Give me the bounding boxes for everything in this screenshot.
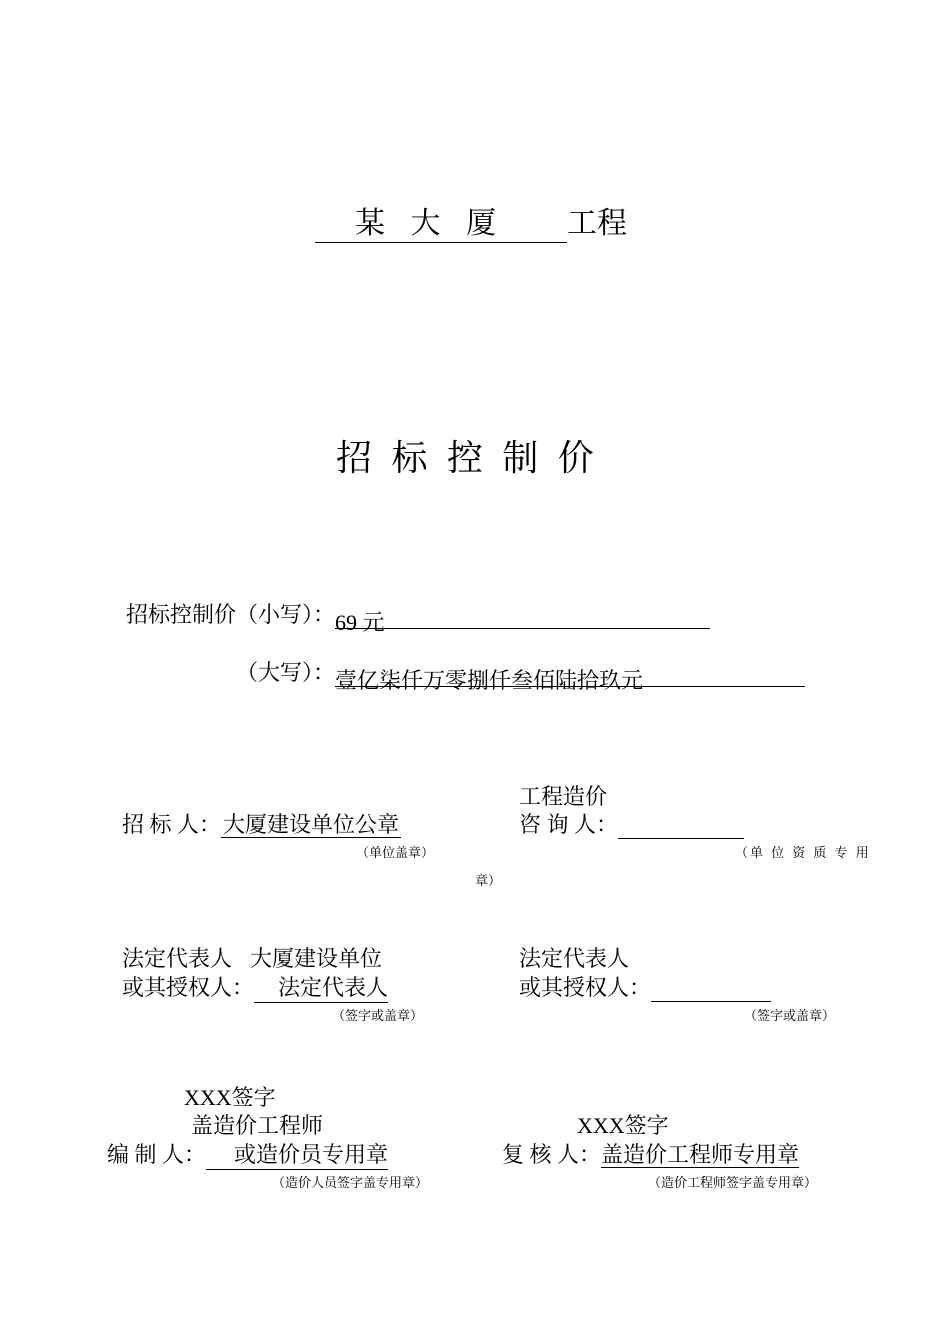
tenderer-note: （单位盖章） xyxy=(356,846,435,861)
reviewer-value: 盖造价工程师专用章 xyxy=(601,1142,800,1167)
price-lower-value: 69 元 xyxy=(335,606,710,629)
project-title xyxy=(315,198,627,243)
compiler-pre-line2: 盖造价工程师 xyxy=(191,1113,324,1138)
price-upper-label: （大写）： xyxy=(236,660,336,685)
price-upper-value: 壹亿柒仟万零捌仟叁佰陆拾玖元 xyxy=(335,664,805,687)
project-name: 某 大 厦 xyxy=(315,198,567,243)
compiler-pre-line1: XXX签字 xyxy=(184,1085,276,1110)
consultant-note-cont: 章） xyxy=(475,874,502,889)
consultant-row xyxy=(519,808,744,839)
reviewer-label: 复 核 人： xyxy=(502,1142,602,1167)
compiler-note: （造价人员签字盖专用章） xyxy=(272,1176,429,1191)
consultant-rep-label-line1: 法定代表人 xyxy=(519,946,630,971)
reviewer-pre-line1: XXX签字 xyxy=(577,1113,669,1138)
document-title: 招 标 控 制 价 xyxy=(336,438,598,479)
price-lower-label: 招标控制价（小写）： xyxy=(126,602,336,627)
tenderer-rep-row xyxy=(122,971,388,1003)
tenderer-rep-label-line1: 法定代表人 xyxy=(122,946,233,971)
consultant-blank xyxy=(618,816,744,839)
reviewer-note: （造价工程师签字盖专用章） xyxy=(648,1176,818,1191)
tenderer-rep-label: 或其授权人： xyxy=(122,975,255,1000)
consultant-label: 咨 询 人： xyxy=(519,812,619,837)
tenderer-row xyxy=(122,808,401,839)
compiler-value: 或造价员专用章 xyxy=(206,1138,388,1170)
price-upper-row xyxy=(236,656,805,693)
tenderer-rep-org: 大厦建设单位 xyxy=(250,946,383,971)
price-lower-row xyxy=(126,598,710,635)
tenderer-rep-line1 xyxy=(122,942,382,973)
consultant-label-line1: 工程造价 xyxy=(519,784,608,809)
tenderer-rep-note: （签字或盖章） xyxy=(332,1009,424,1024)
consultant-rep-row xyxy=(519,971,771,1002)
consultant-rep-note: （签字或盖章） xyxy=(744,1009,836,1024)
tenderer-value: 大厦建设单位公章 xyxy=(223,812,400,837)
tenderer-label: 招 标 人： xyxy=(122,812,222,837)
reviewer-row xyxy=(502,1138,799,1169)
compiler-label: 编 制 人： xyxy=(107,1142,207,1167)
compiler-row xyxy=(107,1138,388,1170)
consultant-rep-label: 或其授权人： xyxy=(519,975,652,1000)
project-suffix: 工程 xyxy=(567,206,627,241)
consultant-rep-blank xyxy=(651,979,771,1002)
tenderer-rep-value: 法定代表人 xyxy=(254,971,388,1003)
consultant-note: （单 位 资 质 专 用 xyxy=(735,846,871,861)
